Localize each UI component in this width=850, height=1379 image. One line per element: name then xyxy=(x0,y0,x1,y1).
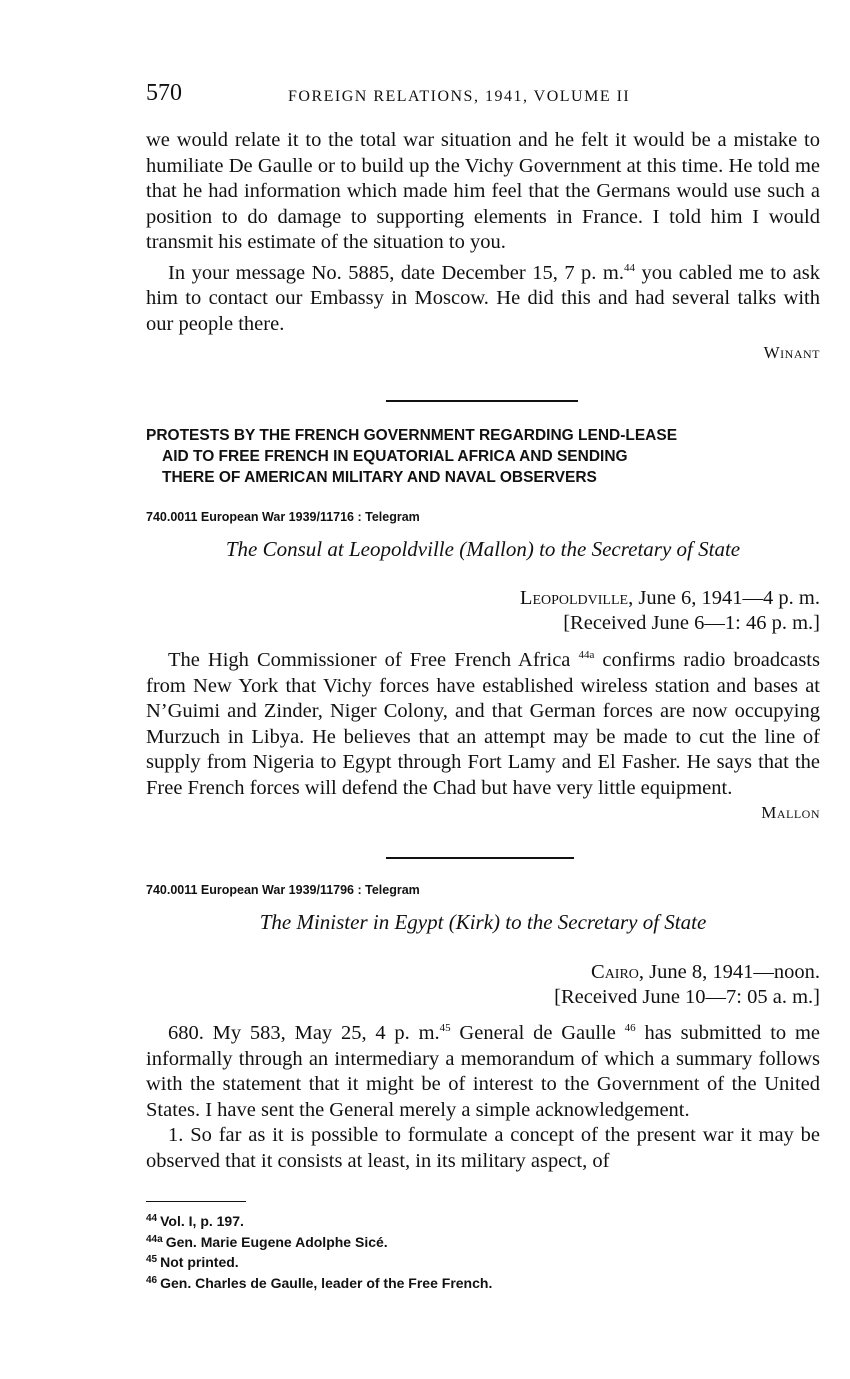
section-title-line: THERE OF AMERICAN MILITARY AND NAVAL OBSERVERS xyxy=(162,469,597,486)
section-divider xyxy=(386,857,574,859)
document-title: The Minister in Egypt (Kirk) to the Secretary of State xyxy=(259,910,707,934)
paragraph: The High Commissioner of Free French Africa $^{44a}$ confirms radio broadcasts from New York that Vichy forces have established wireless station and bases at N’Guimi and Zinder, Niger Colony, and that German forces are now occupying Murzuch in Libya. He believes that an attempt may be made to cut the line of supply from Nigeria to Egypt through Fort Lamy and El Fasher. He says that the Free French forces will defend the Chad but have very little equipment. xyxy=(146,649,820,799)
section-title-line: AID TO FREE FRENCH IN EQUATORIAL AFRICA AND SENDING xyxy=(162,448,628,465)
telegram-body xyxy=(146,1016,820,1174)
footnote: $^{45}$ Not printed. xyxy=(146,1254,239,1270)
paragraph: 680. My 583, May 25, 4 p. m.$^{45}$ General de Gaulle $^{46}$ has submitted to me informally through an intermediary a memorandum of which a summary follows with the statement that it might be of interest to the Government of the United States. I have sent the General merely a simple acknowledgement. xyxy=(146,1022,820,1121)
footnote: $^{44}$ Vol. I, p. 197. xyxy=(146,1213,244,1229)
document-reference: 740.0011 European War 1939/11796 : Telegram xyxy=(146,883,420,897)
paragraph: In your message No. 5885, date December 15, 7 p. m.$^{44}$ you cabled me to ask him to contact our Embassy in Moscow. He did this and had several talks with our people there. xyxy=(146,261,821,335)
section-title xyxy=(146,425,820,488)
page-header xyxy=(146,80,826,114)
telegram-body xyxy=(146,643,820,825)
footnote: $^{44a}$ Gen. Marie Eugene Adolphe Sicé. xyxy=(146,1233,388,1250)
received-line: [Received June 10—7: 05 a. m.] xyxy=(554,986,820,1008)
footnote-ref: 44 xyxy=(624,261,635,274)
signature: Mallon xyxy=(761,803,820,822)
dateline-date: , June 8, 1941—noon. xyxy=(638,961,820,983)
footnote-ref: 46 xyxy=(624,1022,636,1034)
dateline xyxy=(520,586,820,636)
paragraph: we would relate it to the total war situation and he felt it would be a mistake to humiliate De Gaulle or to build up the Vichy Government at this time. He told me that he had information which made him feel that the Germans would use such a position to do damage to supporting elements in France. I told him I would transmit his estimate of the situation to you. xyxy=(146,129,820,253)
running-head: FOREIGN RELATIONS, 1941, VOLUME II xyxy=(288,88,631,105)
document-title: The Consul at Leopoldville (Mallon) to the Secretary of State xyxy=(225,537,741,561)
section-divider xyxy=(386,400,578,402)
footnote-divider xyxy=(146,1201,246,1202)
page-number: 570 xyxy=(146,80,182,106)
received-line: [Received June 6—1: 46 p. m.] xyxy=(563,612,820,634)
dateline-date: , June 6, 1941—4 p. m. xyxy=(628,587,820,609)
document-reference: 740.0011 European War 1939/11716 : Telegram xyxy=(146,510,420,524)
paragraph: 1. So far as it is possible to formulate a concept of the present war it may be observed that it consists at least, in its military aspect, of xyxy=(146,1124,820,1172)
opening-text xyxy=(146,128,820,365)
dateline xyxy=(554,960,820,1010)
footnote-ref: 45 xyxy=(439,1022,451,1034)
section-title-line: PROTESTS BY THE FRENCH GOVERNMENT REGARDING LEND-LEASE xyxy=(146,427,678,444)
dateline-place: Leopoldville xyxy=(519,587,629,609)
signature: Winant xyxy=(763,343,820,362)
footnote-ref: 44a xyxy=(578,649,595,661)
footnote: $^{46}$ Gen. Charles de Gaulle, leader of the Free French. xyxy=(146,1274,493,1291)
dateline-place: Cairo xyxy=(591,961,639,983)
footnotes xyxy=(146,1210,492,1292)
